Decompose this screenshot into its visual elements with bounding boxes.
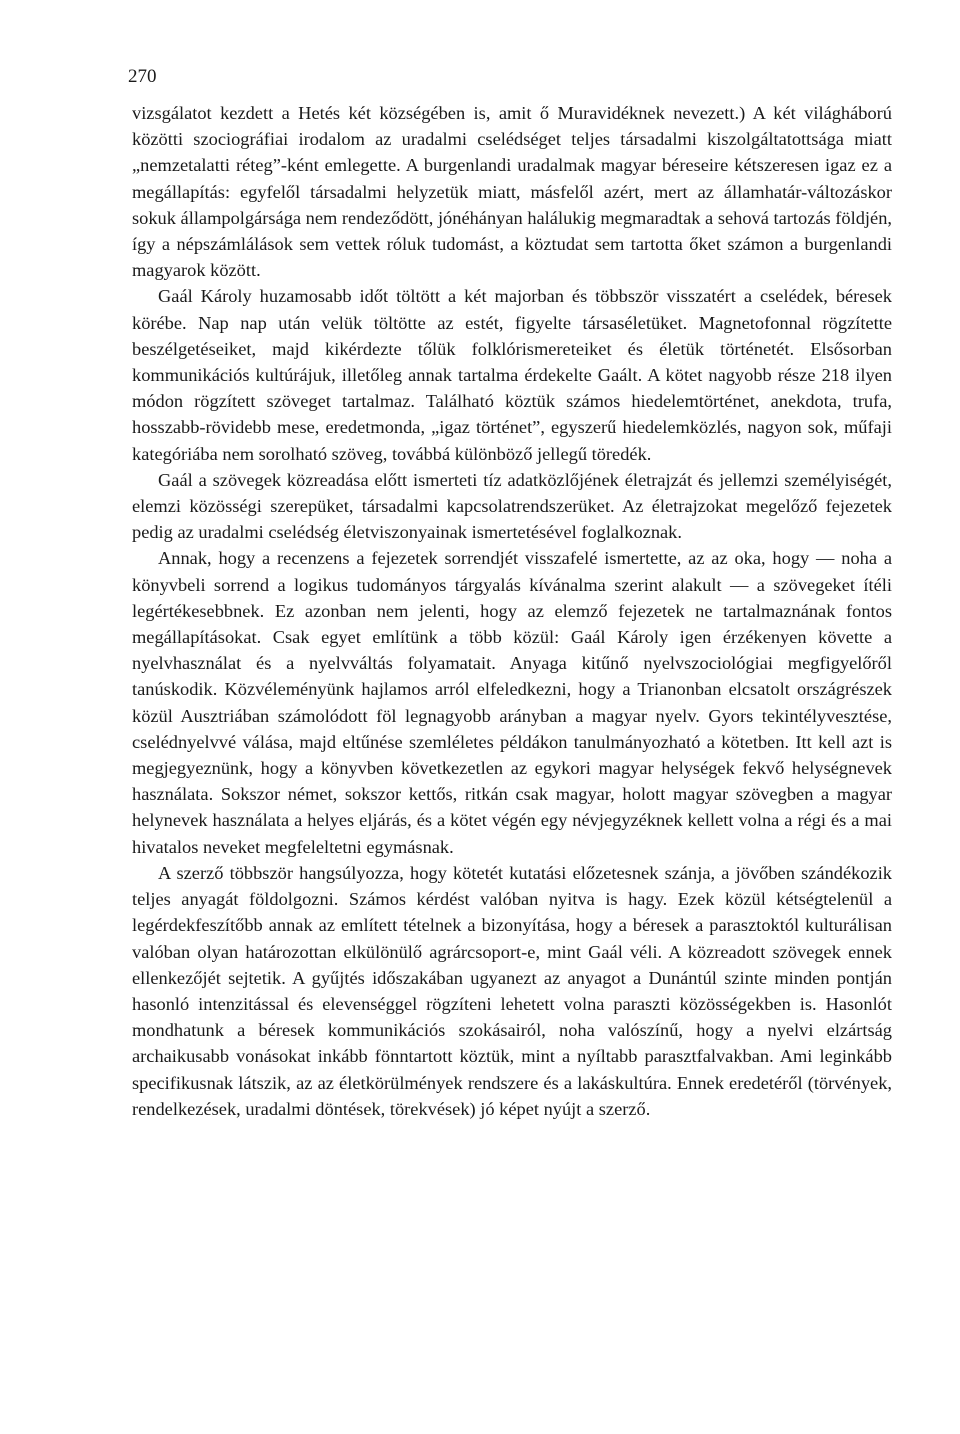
- body-text: [132, 100, 892, 1122]
- page-number: 270: [128, 66, 157, 87]
- paragraph-1: vizsgálatot kezdett a Hetés két községében is, amit ő Muravidéknek nevezett.) A két világháború közötti szociográfiai irodalom az uradalmi cselédséget teljes társadalmi kiszolgáltatottsága miatt „nemzetalatti réteg”-ként emlegette. A burgenlandi uradalmak magyar béreseire kétszeresen igaz ez a megállapítás: egyfelől társadalmi helyzetük miatt, másfelől azért, mert az államhatár-változáskor sokuk állampolgársága nem rendeződött, jónéhányan halálukig megmaradtak a sehová tartozás földjén, így a népszámlálások sem vettek róluk tudomást, a köztudat sem tartotta őket számon a burgenlandi magyarok között.: [132, 103, 892, 281]
- paragraph-2: Gaál Károly huzamosabb időt töltött a két majorban és többször visszatért a cselédek, béresek körébe. Nap nap után velük töltötte az estét, figyelte társaséletüket. Magnetofonnal rögzítette beszélgetéseiket, majd kikérdezte tőlük folklórismereteiket és életük történetét. Elsősorban kommunikációs kultúrájuk, illetőleg annak tartalma érdekelte Gaált. A kötet nagyobb része 218 ilyen módon rögzített szöveget tartalmaz. Található köztük számos hiedelemtörténet, anekdota, trufa, hosszabb-rövidebb mese, eredetmonda, „igaz történet”, egyszerű hiedelemközlés, nagyon sok, műfaji kategóriába nem sorolható szöveg, továbbá különböző jellegű töredék.: [132, 286, 892, 464]
- paragraph-3: Gaál a szövegek közreadása előtt ismerteti tíz adatközlőjének életrajzát és jellemzi személyiségét, elemzi közösségi szerepüket, társadalmi kapcsolatrendszerüket. Az életrajzokat megelőző fejezetek pedig az uradalmi cselédség életviszonyainak ismertetésével foglalkoznak.: [132, 469, 892, 543]
- paragraph-4: Annak, hogy a recenzens a fejezetek sorrendjét visszafelé ismertette, az az oka, hogy — noha a könyvbeli sorrend a logikus tudományos tárgyalás kívánalma szerint alakult — a szövegeket ítéli legértékesebbnek. Ez azonban nem jelenti, hogy az elemző fejezetek ne tartalmaznának fontos megállapításokat. Csak egyet említünk a több közül: Gaál Károly igen érzékenyen követte a nyelvhasználat és a nyelvváltás folyamatait. Anyaga kitűnő nyelvszociológiai megfigyelőről tanúskodik. Közvéleményünk hajlamos arról elfeledkezni, hogy a Trianonban elcsatolt országrészek közül Ausztriában számolódott föl legnagyobb arányban a magyar nyelv. Gyors tekintélyvesztése, cselédnyelvvé válása, majd eltűnése szemléletes példákon tanulmányozható a kötetben. Itt kell azt is megjegyeznünk, hogy a könyvben következetlen az egykori magyar helységek fekvő helységnevek használata. Sokszor német, sokszor kettős, ritkán csak magyar, holott magyar szövegben a magyar helynevek használata a helyes eljárás, és a kötet végén egy névjegyzéknek kellett volna a régi és a mai hivatalos neveket megfeleltetni egymásnak.: [132, 548, 892, 857]
- paragraph-5: A szerző többször hangsúlyozza, hogy kötetét kutatási előzetesnek szánja, a jövőben szándékozik teljes anyagát földolgozni. Számos kérdést valóban nyitva is hagy. Ezek közül kétségtelenül a legérdekfeszítőbb annak az említett tételnek a bizonyítása, hogy a béresek a parasztoktól kulturálisan valóban olyan határozottan elkülönülő agrárcsoport-e, mint Gaál véli. A közreadott szövegek ennek ellenkezőjét sejtetik. A gyűjtés időszakában ugyanezt az anyagot a Dunántúl szinte minden pontján hasonló intenzitással és elevenséggel rögzíteni lehetett volna paraszti közösségekben is. Hasonlót mondhatunk a béresek kommunikációs szokásairól, noha valószínű, hogy a nyelvi elzártság archaikusabb vonásokat inkább fönntartott köztük, mint a nyíltabb parasztfalvakban. Ami leginkább specifikusnak látszik, az az életkörülmények rendszere és a lakáskultúra. Ennek eredetéről (törvények, rendelkezések, uradalmi döntések, törekvések) jó képet nyújt a szerző.: [132, 862, 892, 1119]
